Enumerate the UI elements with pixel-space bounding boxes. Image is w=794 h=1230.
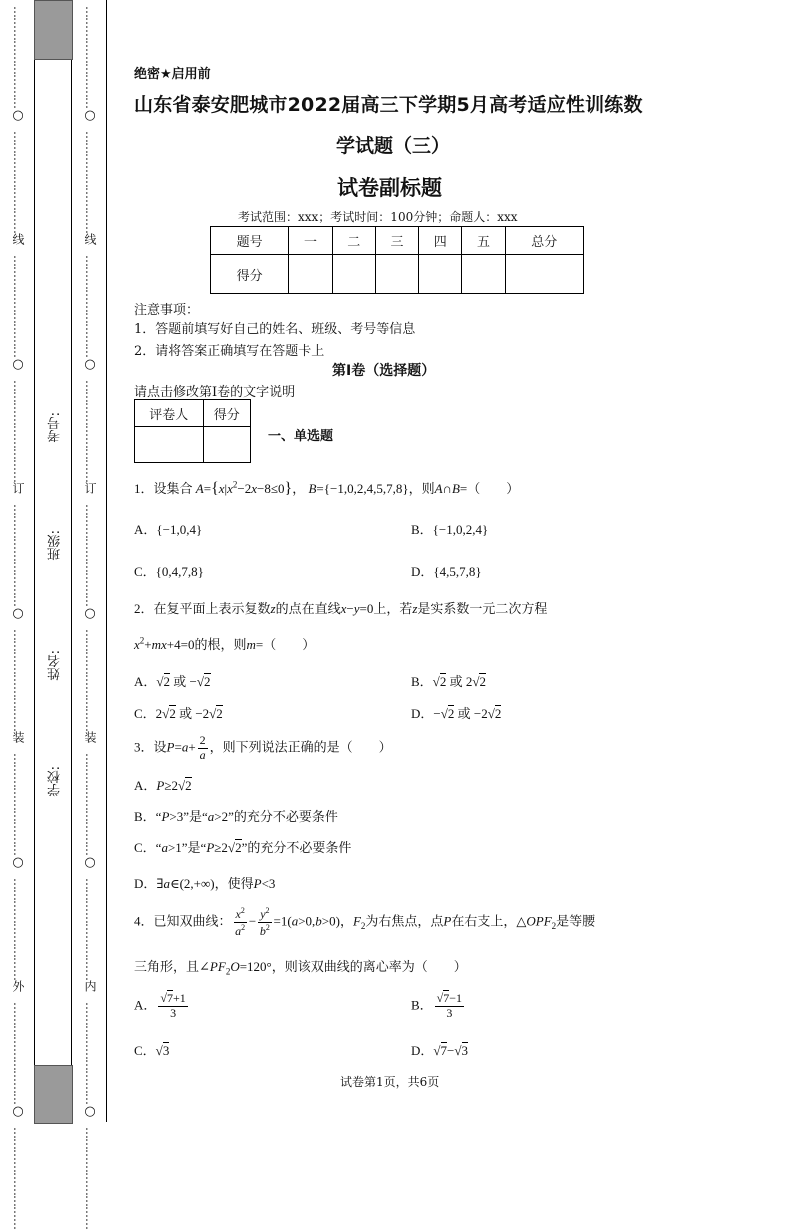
score-cell[interactable] (289, 255, 332, 294)
dot-separator: … (11, 1183, 25, 1196)
dot-separator: … (83, 810, 97, 823)
q1-paren: （ ） (467, 481, 520, 496)
dot-separator: … (11, 221, 25, 234)
score-header: 二 (332, 227, 375, 255)
seal-character: 装 (83, 731, 97, 744)
exam-info: 考试范围：xxx；考试时间：100分钟；命题人：xxx (238, 210, 518, 224)
note-item: 2．请将答案正确填写在答题卡上 (134, 344, 325, 359)
name-label: 姓名: (48, 650, 63, 681)
dot-separator: … (11, 425, 25, 438)
gray-bar-top (34, 0, 73, 60)
score-cell[interactable] (462, 255, 505, 294)
outer-dotted-line (8, 6, 28, 1229)
dot-separator: … (83, 719, 97, 732)
dot-separator: … (11, 1160, 25, 1173)
dot-separator: … (83, 1194, 97, 1207)
dot-separator: … (11, 266, 25, 279)
dot-separator: … (11, 436, 25, 449)
dot-separator: … (83, 877, 97, 890)
dot-separator: … (83, 911, 97, 924)
seal-character: 外 (11, 980, 25, 993)
q1-option-c[interactable]: C．{0,4,7,8} (134, 564, 204, 579)
dot-separator: … (83, 255, 97, 268)
dot-separator: … (83, 311, 97, 324)
part1-description: 请点击修改第I卷的文字说明 (134, 385, 296, 400)
dot-separator: … (11, 775, 25, 788)
dot-separator: … (11, 1047, 25, 1060)
dot-separator: … (83, 40, 97, 53)
seal-character: 订 (11, 482, 25, 495)
dot-separator: … (83, 900, 97, 913)
dot-separator: … (11, 674, 25, 687)
grader-header: 评卷人 (135, 400, 204, 427)
dot-separator: … (11, 390, 25, 403)
dot-separator: … (83, 775, 97, 788)
q3-option-d[interactable]: D．∃a∈(2,+∞)，使得P<3 (134, 876, 276, 891)
dot-separator: … (83, 379, 97, 392)
dot-separator: … (11, 719, 25, 732)
dot-separator: … (11, 515, 25, 528)
dot-separator: … (11, 572, 25, 585)
dot-separator: … (11, 130, 25, 143)
dot-separator: … (11, 821, 25, 834)
dot-separator: … (83, 889, 97, 901)
dot-separator: … (83, 28, 97, 41)
dot-separator: … (11, 277, 25, 290)
q1-option-a[interactable]: A．{−1,0,4} (134, 522, 203, 537)
dot-separator: … (11, 74, 25, 87)
dot-separator: … (11, 1081, 25, 1094)
seal-character: 订 (83, 482, 97, 495)
dot-separator: … (83, 674, 97, 687)
q1-option-b[interactable]: B．{−1,0,2,4} (411, 522, 489, 537)
dot-separator: … (83, 164, 97, 177)
q2-option-c[interactable]: C．2√2 或 −2√2 (134, 706, 223, 721)
dot-separator: … (83, 515, 97, 528)
dot-separator: … (83, 346, 97, 359)
dot-separator: … (83, 447, 97, 460)
class-label: 班级: (48, 530, 63, 561)
score-cell[interactable] (505, 255, 583, 294)
score-cell[interactable] (375, 255, 418, 294)
q1-tail: ，则 (408, 481, 435, 496)
dot-separator: … (83, 1081, 97, 1094)
dot-separator: … (11, 877, 25, 890)
exam-title-line1: 山东省泰安肥城市2022届高三下学期5月高考适应性训练数 (134, 94, 643, 116)
dot-separator: … (11, 97, 25, 110)
dot-separator: … (83, 1070, 97, 1083)
dot-separator: … (83, 1183, 97, 1196)
q3-option-a[interactable]: A．P≥2√2 (134, 778, 192, 793)
binding-circle: ○ (84, 107, 96, 123)
dot-separator: … (11, 447, 25, 460)
dot-separator: … (11, 289, 25, 302)
q1-option-d[interactable]: D．{4,5,7,8} (411, 564, 482, 579)
dot-separator: … (83, 1217, 97, 1230)
exam-subtitle: 试卷副标题 (337, 176, 442, 200)
seal-character: 线 (83, 233, 97, 246)
dot-separator: … (83, 1160, 97, 1173)
dot-separator: … (83, 300, 97, 313)
dot-separator: … (83, 141, 97, 154)
dot-separator: … (83, 74, 97, 87)
dot-separator: … (83, 334, 97, 347)
dot-separator: … (11, 187, 25, 200)
dot-separator: … (11, 900, 25, 913)
dot-separator: … (83, 538, 97, 551)
dot-separator: … (11, 413, 25, 426)
dot-separator: … (11, 787, 25, 800)
seal-character: 线 (11, 233, 25, 246)
dot-separator: … (83, 1036, 97, 1049)
dot-separator: … (11, 832, 25, 845)
dot-separator: … (83, 1126, 97, 1139)
dot-separator: … (11, 1024, 25, 1037)
dot-separator: … (83, 685, 97, 698)
dot-separator: … (11, 17, 25, 30)
score-cell[interactable] (419, 255, 462, 294)
inner-dotted-line (80, 6, 100, 1229)
question-2-stem-line2: $x^2+mx+4=0$的根，则m=（ ） (134, 635, 316, 652)
grader-table (134, 399, 251, 463)
binding-circle: ○ (84, 356, 96, 372)
q2-option-b[interactable]: B．√2 或 2√2 (411, 674, 486, 689)
dot-separator: … (83, 210, 97, 223)
binding-circle: ○ (12, 356, 24, 372)
dot-separator: … (11, 708, 25, 721)
dot-separator: … (11, 696, 25, 709)
q2-option-d[interactable]: D．−√2 或 −2√2 (411, 706, 502, 721)
grader-cell[interactable] (203, 427, 250, 463)
dot-separator: … (11, 561, 25, 574)
dot-separator: … (83, 561, 97, 574)
question-4-stem-line1: 4．已知双曲线： $\frac{x^2}{a^2}$ − $\frac{y^2}{b^2}$ =1(a>0,b>0)，$F_2$为右焦点，点P在右支上，$\triangle OPF_2$是等腰 (134, 906, 596, 938)
dot-separator: … (83, 62, 97, 75)
dot-separator: … (83, 187, 97, 200)
dot-separator: … (11, 176, 25, 189)
dot-separator: … (11, 198, 25, 211)
dot-separator: … (11, 889, 25, 901)
binding-circle: ○ (12, 107, 24, 123)
dot-separator: … (83, 504, 97, 517)
dot-separator: … (11, 662, 25, 675)
dot-separator: … (11, 1002, 25, 1015)
dot-separator: … (83, 221, 97, 234)
dot-separator: … (11, 6, 25, 18)
dot-separator: … (11, 459, 25, 472)
dot-separator: … (83, 470, 97, 483)
dot-separator: … (11, 40, 25, 53)
dot-separator: … (11, 470, 25, 483)
dot-separator: … (11, 334, 25, 347)
dot-separator: … (83, 1047, 97, 1060)
binding-circle: ○ (12, 854, 24, 870)
q3-option-b[interactable]: B．“P>3”是“a>2”的充分不必要条件 (134, 809, 338, 824)
question-3-stem: 3．设P=a+ $\frac{2}{a}$ ，则下列说法正确的是（ ） (134, 733, 392, 762)
score-header: 四 (419, 227, 462, 255)
dot-separator: … (83, 402, 97, 415)
dot-separator: … (83, 1024, 97, 1037)
dot-separator: … (83, 923, 97, 936)
score-table (210, 226, 584, 294)
binding-circle: ○ (84, 605, 96, 621)
dot-separator: … (83, 85, 97, 98)
dot-separator: … (11, 957, 25, 970)
score-header: 题号 (211, 227, 289, 255)
binding-circle: ○ (12, 605, 24, 621)
dot-separator: … (83, 153, 97, 166)
dot-separator: … (11, 28, 25, 41)
dot-separator: … (83, 526, 97, 539)
q4-option-d[interactable]: D．√7−√3 (411, 1043, 468, 1058)
notes-title: 注意事项： (134, 303, 200, 318)
margin-line-3 (106, 0, 107, 1122)
dot-separator: … (11, 911, 25, 924)
dot-separator: … (11, 810, 25, 823)
dot-separator: … (83, 934, 97, 947)
dot-separator: … (11, 764, 25, 777)
dot-separator: … (83, 436, 97, 449)
dot-separator: … (83, 753, 97, 766)
dot-separator: … (83, 1172, 97, 1185)
q1-prefix: 1．设集合 (134, 481, 193, 496)
dot-separator: … (11, 1206, 25, 1219)
dot-separator: … (83, 266, 97, 279)
dot-separator: … (83, 17, 97, 30)
q3-option-c[interactable]: C．“a>1”是“P≥2√2”的充分不必要条件 (134, 840, 352, 855)
score-cell[interactable] (332, 255, 375, 294)
dot-separator: … (11, 1036, 25, 1049)
dot-separator: … (83, 323, 97, 336)
gray-bar-bottom (34, 1065, 73, 1124)
dot-separator: … (83, 821, 97, 834)
dot-separator: … (11, 1059, 25, 1072)
dot-separator: … (11, 346, 25, 359)
dot-separator: … (11, 153, 25, 166)
dot-separator: … (11, 798, 25, 811)
dot-separator: … (11, 255, 25, 268)
dot-separator: … (83, 390, 97, 403)
binding-circle: ○ (84, 854, 96, 870)
exam-number-label: 考号: (48, 412, 63, 443)
section-single-choice: 一、单选题 (268, 429, 334, 444)
dot-separator: … (83, 425, 97, 438)
score-header: 一 (289, 227, 332, 255)
score-row-label: 得分 (211, 255, 289, 294)
dot-separator: … (83, 198, 97, 211)
dot-separator: … (11, 402, 25, 415)
dot-separator: … (11, 753, 25, 766)
dot-separator: … (83, 832, 97, 845)
grader-cell[interactable] (135, 427, 204, 463)
dot-separator: … (83, 1206, 97, 1219)
dot-separator: … (83, 1093, 97, 1106)
dot-separator: … (11, 300, 25, 313)
dot-separator: … (11, 323, 25, 336)
dot-separator: … (11, 85, 25, 98)
dot-separator: … (83, 277, 97, 290)
part1-title: 第I卷（选择题） (332, 363, 436, 379)
dot-separator: … (83, 1138, 97, 1151)
dot-separator: … (11, 51, 25, 64)
dot-separator: … (83, 1059, 97, 1072)
dot-separator: … (11, 1217, 25, 1230)
page-footer: 试卷第1页，共6页 (340, 1075, 440, 1089)
dot-separator: … (83, 764, 97, 777)
dot-separator: … (11, 1149, 25, 1162)
binding-circle: ○ (84, 1103, 96, 1119)
dot-separator: … (83, 1002, 97, 1015)
dot-separator: … (11, 379, 25, 392)
dot-separator: … (11, 141, 25, 154)
dot-separator: … (11, 1138, 25, 1151)
dot-separator: … (11, 583, 25, 596)
dot-separator: … (83, 413, 97, 426)
dot-separator: … (11, 1172, 25, 1185)
dot-separator: … (11, 1070, 25, 1083)
dot-separator: … (11, 1093, 25, 1106)
dot-separator: … (11, 934, 25, 947)
dot-separator: … (11, 968, 25, 981)
dot-separator: … (11, 1013, 25, 1026)
dot-separator: … (83, 1149, 97, 1162)
q2-option-a[interactable]: A．√2 或 −√2 (134, 674, 211, 689)
dot-separator: … (83, 651, 97, 664)
dot-separator: … (83, 289, 97, 302)
dot-separator: … (83, 97, 97, 110)
dot-separator: … (11, 639, 25, 652)
grader-header: 得分 (203, 400, 250, 427)
margin-line-1 (34, 0, 35, 1122)
binding-circle: ○ (12, 1103, 24, 1119)
dot-separator: … (11, 504, 25, 517)
dot-separator: … (83, 639, 97, 652)
dot-separator: … (11, 844, 25, 857)
dot-separator: … (11, 1126, 25, 1139)
dot-separator: … (11, 549, 25, 562)
question-4-stem-line2: 三角形，且$\angle PF_2O=120^\circ$，则该双曲线的离心率为（ ） (134, 959, 467, 977)
score-header: 总分 (505, 227, 583, 255)
dot-separator: … (83, 595, 97, 608)
dot-separator: … (83, 696, 97, 709)
dot-separator: … (83, 1013, 97, 1026)
dot-separator: … (11, 685, 25, 698)
dot-separator: … (11, 595, 25, 608)
dot-separator: … (11, 526, 25, 539)
dot-separator: … (11, 1194, 25, 1207)
q4-option-b[interactable]: B． $\frac{√7-1}{3}$ (411, 991, 463, 1020)
dot-separator: … (83, 844, 97, 857)
dot-separator: … (83, 572, 97, 585)
dot-separator: … (11, 923, 25, 936)
q4-option-c[interactable]: C．√3 (134, 1043, 170, 1058)
dot-separator: … (83, 583, 97, 596)
note-item: 1．答题前填写好自己的姓名、班级、考号等信息 (134, 322, 416, 337)
q4-option-a[interactable]: A． $\frac{√7+1}{3}$ (134, 991, 186, 1020)
seal-character: 装 (11, 731, 25, 744)
dot-separator: … (83, 798, 97, 811)
dot-separator: … (83, 459, 97, 472)
question-1-stem: 1．设集合 $A=\{x|x^2-2x-8\le 0\}$， B={−1,0,2,4,5,7,8}，则A∩B=（ ） (134, 479, 520, 497)
dot-separator: … (83, 549, 97, 562)
question-2-stem-line1: 2．在复平面上表示复数z的点在直线x−y=0上，若z是实系数一元二次方程 (134, 601, 548, 616)
dot-separator: … (83, 176, 97, 189)
dot-separator: … (83, 6, 97, 18)
exam-title-line2: 学试题（三） (336, 135, 451, 157)
dot-separator: … (83, 945, 97, 958)
dot-separator: … (11, 651, 25, 664)
dot-separator: … (83, 787, 97, 800)
dot-separator: … (11, 628, 25, 641)
dot-separator: … (11, 62, 25, 75)
school-label: 学校: (48, 766, 63, 797)
dot-separator: … (83, 957, 97, 970)
score-header: 三 (375, 227, 418, 255)
seal-character: 内 (83, 980, 97, 993)
dot-separator: … (83, 130, 97, 143)
dot-separator: … (11, 311, 25, 324)
dot-separator: … (83, 708, 97, 721)
dot-separator: … (83, 628, 97, 641)
confidential-mark: 绝密★启用前 (134, 67, 211, 82)
dot-separator: … (83, 968, 97, 981)
dot-separator: … (11, 945, 25, 958)
dot-separator: … (11, 538, 25, 551)
dot-separator: … (83, 51, 97, 64)
score-header: 五 (462, 227, 505, 255)
dot-separator: … (83, 662, 97, 675)
dot-separator: … (11, 210, 25, 223)
margin-line-2 (71, 0, 72, 1122)
dot-separator: … (11, 164, 25, 177)
